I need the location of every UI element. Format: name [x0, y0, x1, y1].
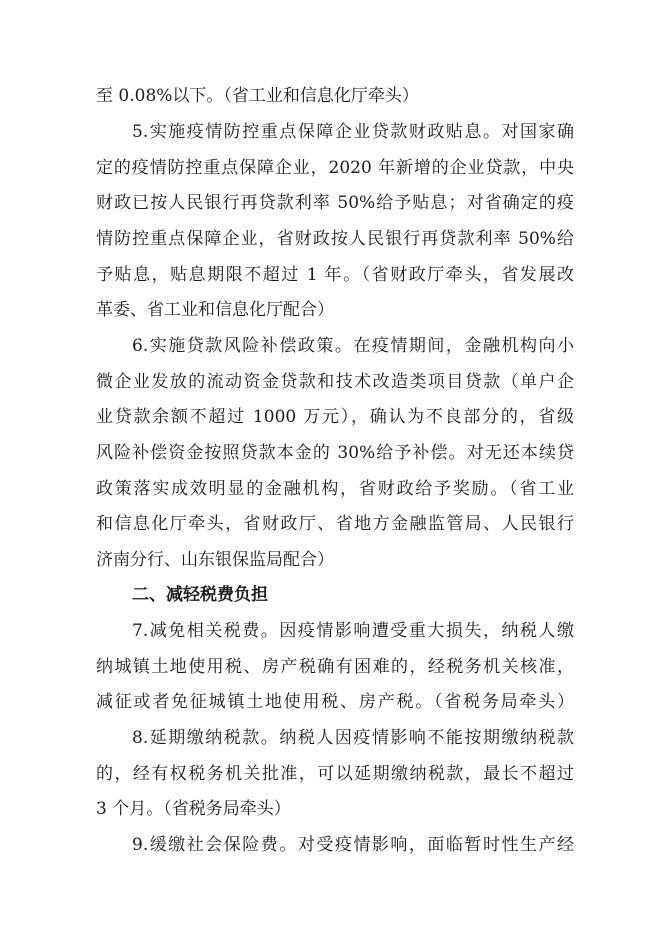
paragraph-9-line: 9.缓缴社会保险费。对受疫情影响，面临暂时性生产经: [132, 835, 574, 855]
text-line: 情防控重点保障企业，省财政按人民银行再贷款利率 50%给: [96, 229, 574, 249]
text-line: 革委、省工业和信息化厅配合）: [96, 300, 334, 320]
paragraph-5-line: 5.实施疫情防控重点保障企业贷款财政贴息。对国家确: [132, 122, 574, 142]
text-line: 纳城镇土地使用税、房产税确有困难的，经税务机关核准，: [96, 657, 574, 677]
text-line: 减征或者免征城镇土地使用税、房产税。（省税务局牵头）: [96, 692, 574, 712]
paragraph-7-line: 7.减免相关税费。因疫情影响遭受重大损失，纳税人缴: [132, 621, 574, 641]
text-line: 予贴息，贴息期限不超过 1 年。（省财政厅牵头，省发展改: [96, 265, 574, 285]
text-line: 至 0.08%以下。（省工业和信息化厅牵头）: [96, 86, 419, 106]
text-line: 和信息化厅牵头，省财政厅、省地方金融监管局、人民银行: [96, 514, 574, 534]
paragraph-6-line: 6.实施贷款风险补偿政策。在疫情期间，金融机构向小: [132, 336, 574, 356]
paragraph-8-line: 8.延期缴纳税款。纳税人因疫情影响不能按期缴纳税款: [132, 728, 574, 748]
text-line: 微企业发放的流动资金贷款和技术改造类项目贷款（单户企: [96, 372, 574, 392]
text-line: 政策落实成效明显的金融机构，省财政给予奖励。（省工业: [96, 479, 574, 499]
text-line: 3 个月。（省税务局牵头）: [96, 799, 291, 819]
text-line: 风险补偿资金按照贷款本金的 30%给予补偿。对无还本续贷: [96, 443, 574, 463]
text-line: 财政已按人民银行再贷款利率 50%给予贴息；对省确定的疫: [96, 193, 574, 213]
section-heading: 二、减轻税费负担: [132, 585, 268, 605]
text-line: 济南分行、山东银保监局配合）: [96, 550, 334, 570]
text-line: 定的疫情防控重点保障企业，2020 年新增的企业贷款，中央: [96, 158, 574, 178]
text-line: 的，经有权税务机关批准，可以延期缴纳税款，最长不超过: [96, 764, 574, 784]
text-line: 业贷款余额不超过 1000 万元），确认为不良部分的，省级: [96, 407, 574, 427]
